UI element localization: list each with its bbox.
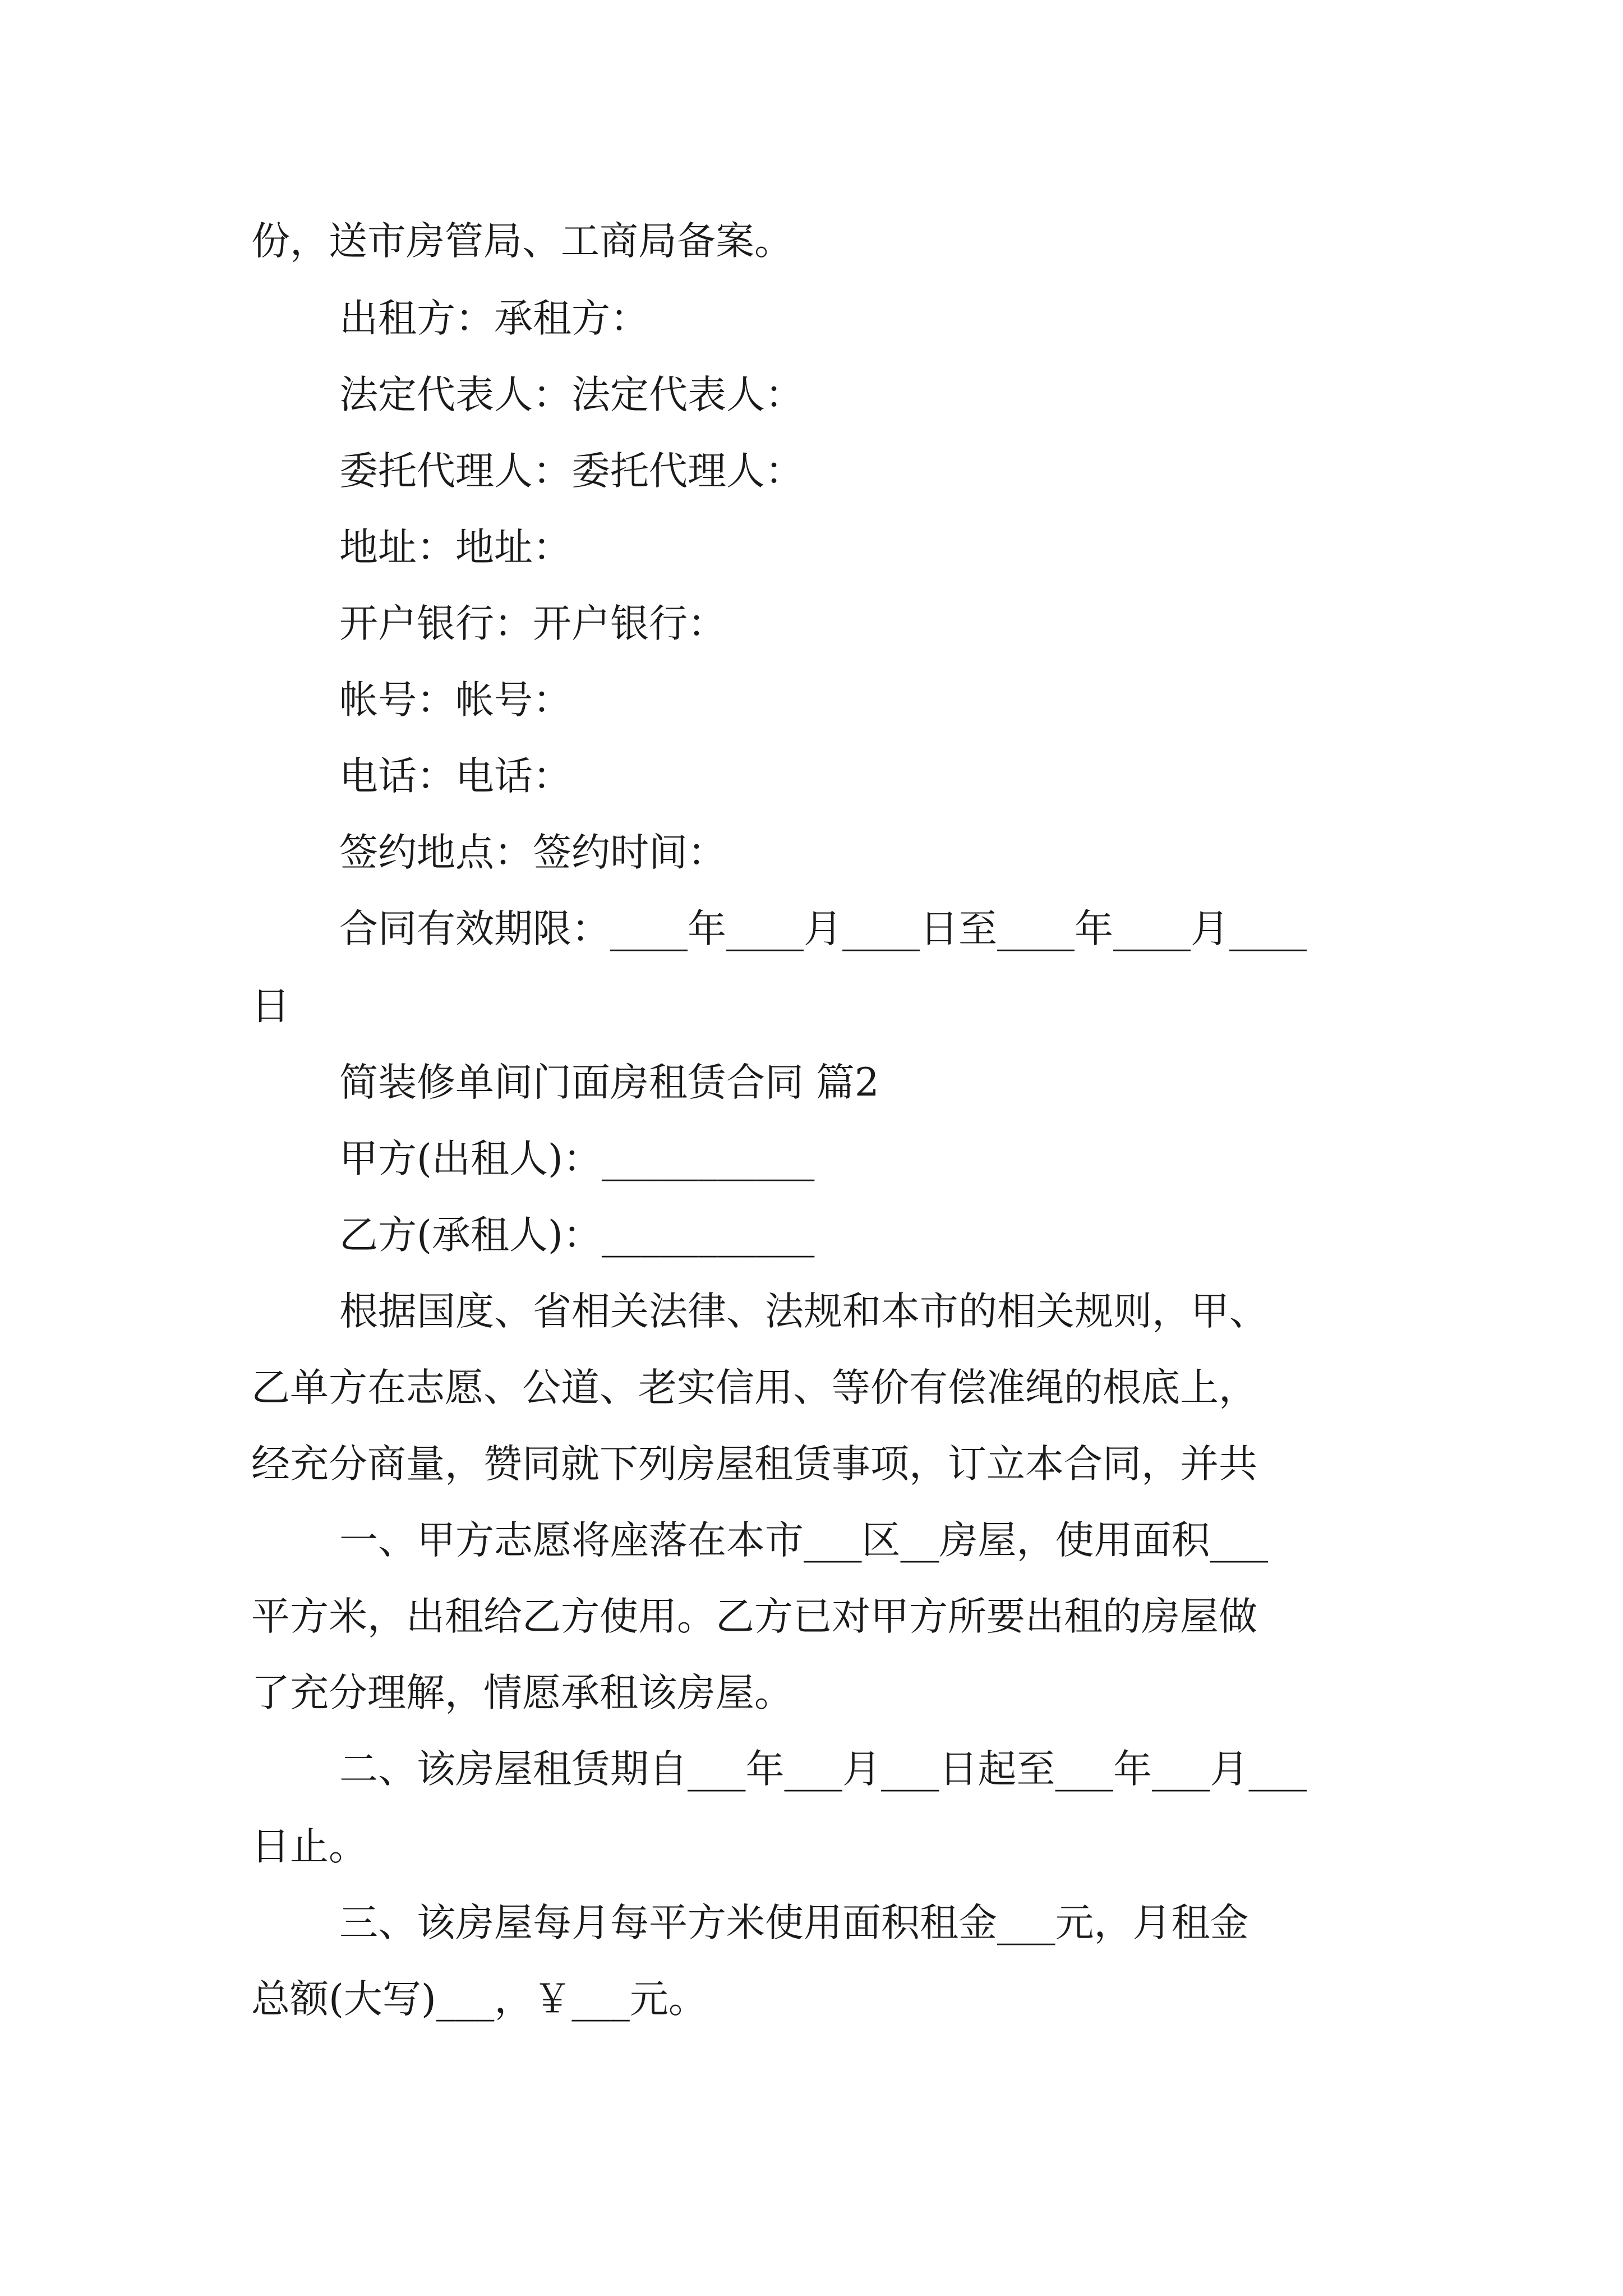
text-line: 乙方(承租人)：___________ — [339, 1213, 815, 1258]
text-line: 合同有效期限：____年____月____日至____年____月____ — [339, 907, 1307, 951]
text-line: 二、该房屋租赁期自___年___月___日起至___年___月___ — [339, 1747, 1307, 1792]
text-line: 份，送市房管局、工商局备案。 — [251, 219, 793, 264]
text-line: 委托代理人：委托代理人： — [339, 449, 804, 494]
text-line: 甲方(出租人)：___________ — [339, 1137, 815, 1181]
text-line: 地址：地址： — [339, 525, 571, 570]
text-line: 平方米，出租给乙方使用。乙方已对甲方所要出租的房屋做 — [251, 1594, 1257, 1639]
text-line: 签约地点：签约时间： — [339, 830, 726, 875]
text-line: 总额(大写)___，￥___元。 — [251, 1977, 707, 2022]
text-line: 帐号：帐号： — [339, 678, 571, 723]
text-line: 电话：电话： — [339, 754, 571, 799]
text-line: 三、该房屋每月每平方米使用面积租金___元，月租金 — [339, 1901, 1249, 1945]
text-line: 经充分商量，赞同就下列房屋租赁事项，订立本合同，并共 — [251, 1442, 1257, 1487]
text-line: 日 — [251, 984, 290, 1029]
text-line: 一、甲方志愿将座落在本市___区__房屋，使用面积___ — [339, 1518, 1268, 1563]
text-line: 日止。 — [251, 1824, 367, 1869]
text-line: 乙单方在志愿、公道、老实信用、等价有偿准绳的根底上， — [251, 1365, 1257, 1410]
text-line: 法定代表人：法定代表人： — [339, 372, 804, 417]
section-heading: 简装修单间门面房租赁合同 篇2 — [339, 1060, 879, 1105]
text-line: 根据国度、省相关法律、法规和本市的相关规则，甲、 — [339, 1289, 1268, 1334]
text-line: 出租方：承租方： — [339, 296, 649, 341]
text-line: 了充分理解，情愿承租该房屋。 — [251, 1671, 793, 1715]
text-line: 开户银行：开户银行： — [339, 601, 726, 646]
